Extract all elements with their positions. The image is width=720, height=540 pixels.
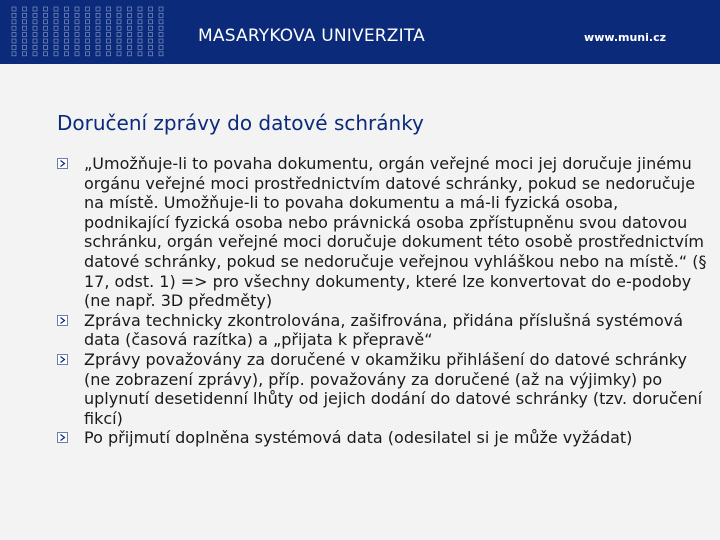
logo-grid-square — [75, 52, 79, 56]
logo-grid-square — [23, 39, 27, 43]
logo-grid-square — [54, 13, 58, 17]
logo-grid-square — [159, 33, 163, 37]
logo-grid-square — [54, 33, 58, 37]
logo-grid-square — [107, 33, 111, 37]
logo-grid-square — [96, 13, 100, 17]
logo-grid-square — [149, 52, 153, 56]
bullet-box-icon — [57, 315, 68, 326]
logo-grid-square — [107, 26, 111, 30]
logo-grid-square — [54, 20, 58, 24]
logo-grid-square — [12, 39, 16, 43]
logo-grid-square — [54, 52, 58, 56]
bullet-text: Zprávy považovány za doručené v okamžiku přihlášení do datové schránky (ne zobrazení zprávy), příp. považovány za doručené (až na výjimky) po uplynutí desetidenní lhůty od jejich dodání do datové schránky (tzv. doručení fikcí) — [84, 349, 703, 428]
logo-grid-square — [107, 39, 111, 43]
logo-grid-square — [75, 26, 79, 30]
logo-grid-square — [44, 7, 48, 11]
university-url[interactable]: www.muni.cz — [584, 31, 666, 44]
logo-grid-square — [23, 20, 27, 24]
logo-grid-square — [117, 39, 121, 43]
logo-grid-square — [12, 13, 16, 17]
logo-grid-square — [149, 20, 153, 24]
logo-grid-square — [23, 26, 27, 30]
logo-grid-square — [12, 26, 16, 30]
logo-grid-square — [33, 52, 37, 56]
logo-grid-square — [128, 45, 132, 49]
logo-grid-square — [96, 39, 100, 43]
logo-grid-square — [23, 7, 27, 11]
logo-grid-square — [128, 39, 132, 43]
logo-grid-square — [96, 52, 100, 56]
bullet-item — [57, 154, 707, 311]
logo-grid-square — [23, 13, 27, 17]
logo-grid-square — [75, 20, 79, 24]
logo-grid-square — [65, 52, 69, 56]
bullet-text: Po přijmutí doplněna systémová data (odesilatel si je může vyžádat) — [84, 428, 633, 448]
logo-grid-square — [149, 13, 153, 17]
logo-grid-square — [107, 20, 111, 24]
logo-grid-square — [44, 33, 48, 37]
logo-grid-square — [86, 26, 90, 30]
logo-grid-square — [86, 45, 90, 49]
logo-grid-square — [117, 13, 121, 17]
logo-grid-square — [159, 45, 163, 49]
logo-grid-square — [96, 33, 100, 37]
logo-grid-square — [86, 20, 90, 24]
logo-grid-square — [12, 20, 16, 24]
logo-grid-square — [138, 33, 142, 37]
logo-grid-square — [117, 45, 121, 49]
logo-grid-square — [138, 13, 142, 17]
logo-grid-square — [128, 7, 132, 11]
logo-grid-square — [65, 7, 69, 11]
logo-grid-square — [65, 26, 69, 30]
logo-grid-square — [128, 20, 132, 24]
logo-grid-square — [12, 45, 16, 49]
university-name: MASARYKOVA UNIVERZITA — [198, 26, 425, 46]
logo-grid-square — [149, 33, 153, 37]
logo-grid-square — [33, 13, 37, 17]
header-bar — [0, 0, 720, 64]
logo-grid-square — [107, 13, 111, 17]
logo-grid-square — [75, 33, 79, 37]
logo-grid-square — [54, 39, 58, 43]
slide-title: Doručení zprávy do datové schránky — [57, 111, 424, 135]
logo-grid-square — [149, 26, 153, 30]
logo-grid-square — [33, 20, 37, 24]
logo-grid-square — [86, 13, 90, 17]
logo-grid-square — [33, 26, 37, 30]
logo-grid-square — [33, 7, 37, 11]
logo-grid-square — [159, 26, 163, 30]
logo-grid-square — [117, 26, 121, 30]
logo-grid-square — [138, 45, 142, 49]
logo-grid-square — [138, 7, 142, 11]
logo-grid-square — [149, 39, 153, 43]
logo-grid-square — [159, 39, 163, 43]
logo-grid-square — [107, 45, 111, 49]
bullet-box-icon — [57, 354, 68, 365]
logo-grid-square — [44, 45, 48, 49]
logo-grid-square — [23, 33, 27, 37]
logo-grid-square — [149, 45, 153, 49]
logo-grid-square — [128, 52, 132, 56]
bullet-item — [57, 350, 707, 428]
logo-grid-square — [23, 52, 27, 56]
bullet-text: Zpráva technicky zkontrolována, zašifrována, přidána příslušná systémová data (časová razítka) a „přijata k přepravě“ — [84, 310, 684, 350]
bullet-box-icon — [57, 432, 68, 443]
logo-grid-square — [54, 26, 58, 30]
logo-grid-square — [86, 39, 90, 43]
logo-grid-square — [138, 26, 142, 30]
logo-grid-square — [138, 20, 142, 24]
logo-grid-square — [75, 39, 79, 43]
logo-grid-square — [128, 13, 132, 17]
logo-grid-square — [86, 7, 90, 11]
logo-grid-square — [86, 33, 90, 37]
logo-grid-square — [44, 26, 48, 30]
logo-grid-square — [128, 33, 132, 37]
logo-grid-square — [117, 52, 121, 56]
logo-grid-square — [65, 33, 69, 37]
logo-grid-square — [44, 39, 48, 43]
logo-grid-square — [159, 52, 163, 56]
logo-grid-square — [44, 52, 48, 56]
logo-grid-square — [159, 13, 163, 17]
logo-grid-square — [44, 13, 48, 17]
bullet-item — [57, 311, 707, 350]
logo-grid-square — [75, 7, 79, 11]
logo-grid-square — [117, 7, 121, 11]
logo-grid-square — [96, 26, 100, 30]
logo-grid-square — [128, 26, 132, 30]
logo-grid-square — [12, 33, 16, 37]
logo-grid-square — [65, 13, 69, 17]
logo-grid-square — [117, 33, 121, 37]
logo-grid-square — [65, 20, 69, 24]
logo-grid-square — [96, 20, 100, 24]
logo-grid-square — [54, 7, 58, 11]
logo-grid-square — [138, 39, 142, 43]
logo-grid-square — [117, 20, 121, 24]
logo-grid-square — [138, 52, 142, 56]
logo-grid-square — [12, 52, 16, 56]
logo-grid-square — [44, 20, 48, 24]
logo-grid-square — [86, 52, 90, 56]
logo-grid-square — [12, 7, 16, 11]
bullet-text: „Umožňuje-li to povaha dokumentu, orgán veřejné moci jej doručuje jinému orgánu veřejné moci prostřednictvím datové schránky, pokud se nedoručuje na místě. Umožňuje-li to povaha dokumentu a má-li fyzická osoba, podnikající fyzická osoba nebo právnická osoba zpřístupněnu svou datovou schránku, orgán veřejné moci doručuje dokument této osobě prostřednictvím datové schránky, pokud se nedoručuje veřejnou vyhláškou nebo na místě.“ (§ 17, odst. 1) => pro všechny dokumenty, které lze konvertovat do e-podoby (ne např. 3D předměty) — [84, 154, 707, 311]
logo-grid-square — [107, 52, 111, 56]
logo-grid-square — [159, 7, 163, 11]
logo-grid-square — [96, 7, 100, 11]
logo-grid-square — [33, 39, 37, 43]
logo-grid-square — [149, 7, 153, 11]
logo-grid-square — [75, 13, 79, 17]
logo-grid-square — [54, 45, 58, 49]
logo-grid-square — [33, 33, 37, 37]
logo-grid-square — [75, 45, 79, 49]
logo-grid-square — [96, 45, 100, 49]
logo-grid-square — [107, 7, 111, 11]
logo-grid-pattern — [10, 6, 170, 58]
bullet-box-icon — [57, 158, 68, 169]
bullet-item — [57, 428, 707, 448]
logo-grid-square — [65, 39, 69, 43]
bullet-list — [57, 154, 707, 448]
logo-grid-square — [159, 20, 163, 24]
logo-grid-square — [33, 45, 37, 49]
logo-grid-square — [23, 45, 27, 49]
logo-grid-square — [65, 45, 69, 49]
